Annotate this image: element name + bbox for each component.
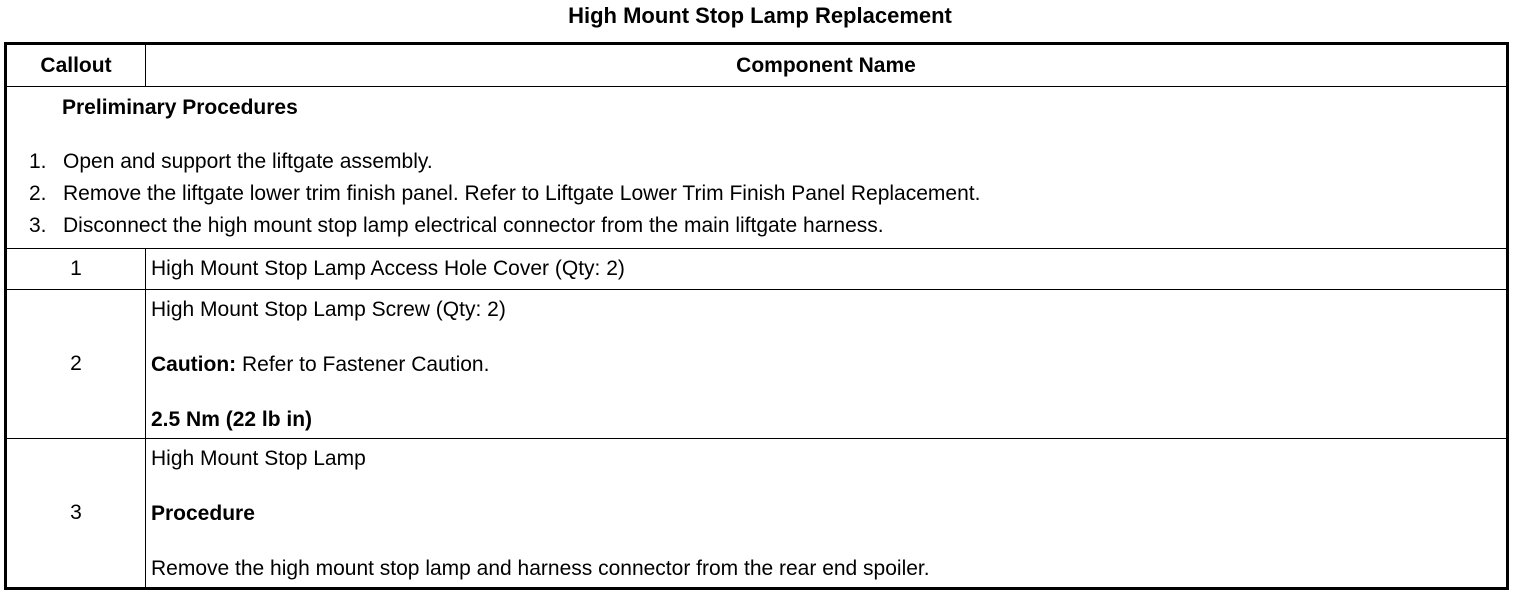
procedure-text: Remove the high mount stop lamp and harness connector from the rear end spoiler. [151,557,930,580]
list-item [7,210,1506,242]
callout-cell: 3 [7,439,146,588]
page-title: High Mount Stop Lamp Replacement [568,3,952,28]
component-table [6,44,1507,588]
component-details-cell [146,290,1507,439]
procedure-label: Procedure [151,502,255,525]
component-name: High Mount Stop Lamp [151,447,366,470]
step-number: 2. [29,182,47,205]
preliminary-row [7,87,1507,249]
table-row [7,249,1507,290]
header-callout: Callout [7,45,146,87]
preliminary-cell [7,87,1507,249]
table-row [7,439,1507,588]
step-number: 1. [29,150,47,173]
component-name-cell: High Mount Stop Lamp Access Hole Cover (Qty: 2) [146,249,1507,290]
preliminary-steps [7,146,1506,242]
list-item [7,146,1506,178]
callout-cell: 1 [7,249,146,290]
step-text: Open and support the liftgate assembly. [63,150,433,173]
caution-text: Refer to Fastener Caution. [236,353,490,376]
component-name: High Mount Stop Lamp Screw (Qty: 2) [151,298,506,321]
caution-label: Caution: [151,353,237,376]
torque-spec: 2.5 Nm (22 lb in) [151,408,313,431]
caution-line [151,353,1506,377]
header-component-name: Component Name [146,45,1507,87]
table-header-row [7,45,1507,87]
table-row [7,290,1507,439]
component-details-cell [146,439,1507,588]
step-text: Disconnect the high mount stop lamp electrical connector from the main liftgate harness. [63,214,884,237]
callout-cell: 2 [7,290,146,439]
list-item [7,178,1506,210]
step-text: Remove the liftgate lower trim finish panel. Refer to Liftgate Lower Trim Finish Panel Replacement. [63,182,981,205]
step-number: 3. [29,214,47,237]
preliminary-title: Preliminary Procedures [62,96,298,119]
